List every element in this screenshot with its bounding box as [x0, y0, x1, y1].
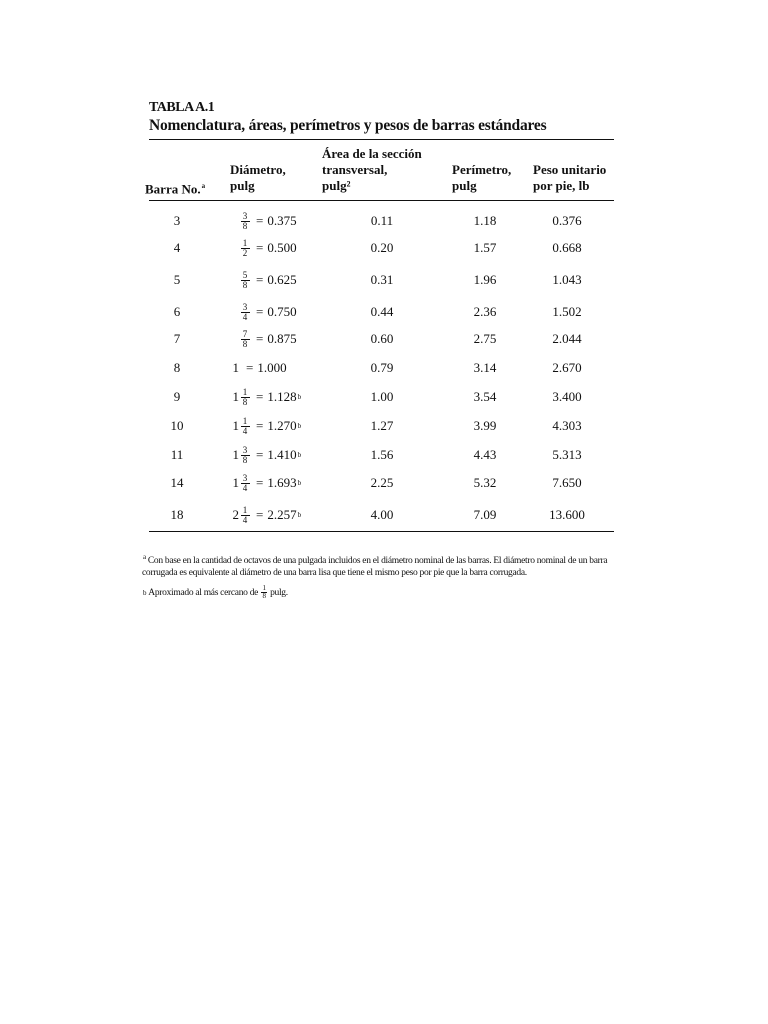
table-header	[145, 140, 614, 200]
cell-diameter: $\frac{3}{8}$ = 0.375	[225, 209, 305, 233]
cell-diameter: $\frac{5}{8}$ = 0.625	[225, 268, 305, 292]
footnote-fraction: $\frac{1}{8}$	[262, 584, 266, 601]
cell-weight: 1.502	[552, 304, 582, 319]
cell-weight: 0.668	[552, 240, 582, 255]
cell-diameter: $\frac{1}{2}$ = 0.500	[225, 236, 305, 260]
cell-bar: 4	[173, 240, 181, 255]
cell-weight: 5.313	[552, 447, 582, 462]
footnote-b: b Aproximado al más cercano de $\frac{1}{8}$ pulg.	[143, 584, 288, 601]
diameter-fraction: $\frac{1}{2}$	[240, 239, 250, 258]
table-body	[149, 201, 614, 531]
cell-weight: 3.400	[552, 389, 582, 404]
header-diameter: Diámetro, pulg	[230, 162, 286, 193]
cell-perimeter: 2.36	[473, 304, 497, 319]
cell-weight: 4.303	[552, 418, 582, 433]
cell-area: 2.25	[370, 475, 394, 490]
diameter-fraction: $\frac{3}{8}$	[240, 212, 250, 231]
cell-perimeter: 3.14	[473, 360, 497, 375]
cell-area: 0.60	[370, 331, 394, 346]
cell-area: 0.20	[370, 240, 394, 255]
table-label: TABLA A.1	[149, 100, 215, 115]
diameter-fraction: $\frac{1}{4}$	[240, 417, 250, 436]
cell-bar: 7	[173, 331, 181, 346]
cell-perimeter: 1.18	[473, 213, 497, 228]
table-sheet	[145, 100, 614, 532]
table-row	[149, 503, 614, 527]
table-row	[149, 327, 614, 351]
bottom-rule	[149, 531, 614, 532]
header-weight: Peso unitario por pie, lb	[533, 162, 607, 193]
cell-area: 4.00	[370, 507, 394, 522]
cell-perimeter: 1.96	[473, 272, 497, 287]
cell-bar: 14	[170, 475, 184, 490]
cell-diameter: $\frac{3}{4}$ = 0.750	[225, 300, 305, 324]
table-row	[149, 300, 614, 324]
cell-bar: 3	[173, 213, 181, 228]
cell-area: 1.27	[370, 418, 394, 433]
cell-perimeter: 3.99	[473, 418, 497, 433]
cell-diameter: 1 $\frac{1}{8}$ = 1.128 b	[232, 386, 302, 407]
cell-bar: 8	[173, 360, 181, 375]
table-title: Nomenclatura, áreas, perímetros y pesos de barras estándares	[149, 117, 547, 134]
diameter-fraction: $\frac{5}{8}$	[240, 271, 250, 290]
cell-diameter: 2 $\frac{1}{4}$ = 2.257 b	[232, 504, 302, 525]
table-row	[149, 356, 614, 380]
table-row	[149, 471, 614, 495]
cell-diameter: 1 $\frac{3}{4}$ = 1.693 b	[232, 472, 302, 493]
cell-area: 0.44	[370, 304, 394, 319]
cell-perimeter: 7.09	[473, 507, 497, 522]
diameter-fraction: $\frac{3}{4}$	[240, 303, 250, 322]
cell-diameter: $\frac{7}{8}$ = 0.875	[225, 327, 305, 351]
cell-perimeter: 4.43	[473, 447, 497, 462]
diameter-fraction: $\frac{1}{8}$	[240, 388, 250, 407]
footnotes	[142, 551, 612, 600]
cell-weight: 13.600	[549, 507, 585, 522]
cell-weight: 1.043	[552, 272, 582, 287]
cell-weight: 2.670	[552, 360, 582, 375]
cell-bar: 10	[170, 418, 184, 433]
cell-perimeter: 5.32	[473, 475, 497, 490]
diameter-fraction: $\frac{3}{8}$	[240, 446, 250, 465]
header-perimeter: Perímetro, pulg	[452, 162, 512, 193]
cell-area: 0.79	[370, 360, 394, 375]
cell-perimeter: 1.57	[473, 240, 497, 255]
cell-perimeter: 3.54	[473, 389, 497, 404]
cell-bar: 11	[170, 447, 184, 462]
cell-diameter: 1 $\frac{3}{8}$ = 1.410 b	[232, 444, 302, 465]
table-row	[149, 385, 614, 409]
header-area: Área de la sección transversal, pulg²	[322, 146, 422, 193]
cell-bar: 18	[170, 507, 184, 522]
cell-diameter: 1 $\frac{1}{4}$ = 1.270 b	[232, 415, 302, 436]
table-row	[149, 209, 614, 233]
cell-area: 1.56	[370, 447, 394, 462]
cell-weight: 2.044	[552, 331, 582, 346]
diameter-fraction: $\frac{3}{4}$	[240, 474, 250, 493]
cell-diameter: 1 = 1.000	[232, 360, 287, 375]
footnote-a: $^a$ Con base en la cantidad de octavos de una pulgada incluidos en el diámetro nominal de las barras. El diámetro nominal de un barra corrugada es equivalente al diámetro de una barra lisa que tiene el mismo peso por pie que la barra corrugada.	[142, 553, 608, 579]
table-row	[149, 443, 614, 467]
cell-area: 0.11	[370, 213, 394, 228]
header-bar: Barra No.$^a$	[145, 181, 206, 197]
cell-weight: 7.650	[552, 475, 582, 490]
cell-bar: 5	[173, 272, 181, 287]
cell-area: 0.31	[370, 272, 394, 287]
table-row	[149, 414, 614, 438]
cell-bar: 9	[173, 389, 181, 404]
table-row	[149, 268, 614, 292]
cell-weight: 0.376	[552, 213, 582, 228]
diameter-fraction: $\frac{7}{8}$	[240, 330, 250, 349]
cell-area: 1.00	[370, 389, 394, 404]
cell-bar: 6	[173, 304, 181, 319]
cell-perimeter: 2.75	[473, 331, 497, 346]
diameter-fraction: $\frac{1}{4}$	[240, 506, 250, 525]
table-row	[149, 236, 614, 260]
